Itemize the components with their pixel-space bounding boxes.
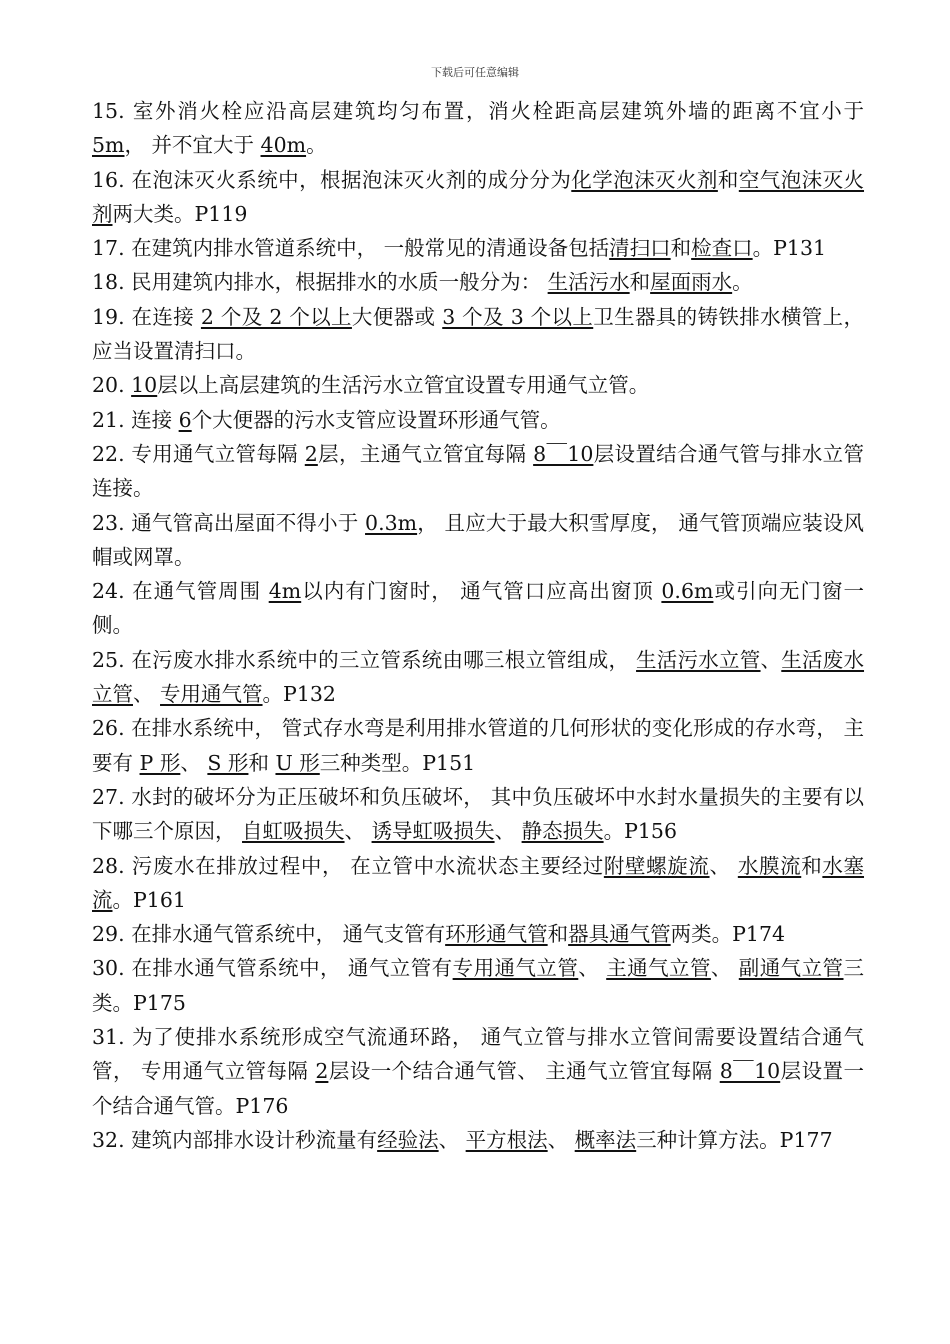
item-25: [92, 643, 864, 712]
answer-blank: 环形通气管: [445, 922, 548, 947]
answer-blank: 0.6m: [661, 579, 714, 604]
question-text: 21. 连接: [92, 407, 179, 432]
item-23: [92, 506, 864, 575]
question-text: 、: [709, 853, 738, 878]
question-text: ， 并不宜大于: [124, 133, 261, 158]
answer-blank: 生活污水: [547, 270, 630, 295]
question-text: 个大便器的污水支管应设置环形通气管。: [191, 407, 561, 432]
question-text: 28. 污废水在排放过程中， 在立管中水流状态主要经过: [92, 853, 604, 878]
answer-blank: 水膜流: [737, 853, 802, 878]
answer-blank: 清扫口: [609, 236, 671, 261]
answer-blank: S 形: [207, 750, 249, 775]
item-21: [92, 403, 864, 437]
question-text: 26. 在排水系统中， 管式存水弯是利用排水管道的几何形状的变化形成的存水弯， 主要有: [92, 716, 864, 775]
answer-blank: 10: [131, 373, 158, 398]
question-text: 。P161: [112, 887, 186, 912]
answer-blank: 主通气立管: [606, 956, 711, 981]
answer-blank: 4m: [268, 579, 302, 604]
item-31: [92, 1020, 864, 1123]
answer-blank: 检查口: [691, 236, 753, 261]
question-text: 卫生器具的铸铁排水横管上，应当设置清扫口。: [92, 304, 865, 364]
question-text: 层，主通气立管宜每隔: [317, 441, 534, 466]
item-20: [92, 368, 864, 402]
question-text: 和: [717, 167, 739, 192]
answer-blank: 专用通气立管: [452, 956, 579, 981]
question-text: 、: [180, 750, 208, 775]
question-text: 、: [710, 956, 739, 981]
answer-blank: 2: [315, 1059, 329, 1084]
question-text: 和: [629, 270, 651, 295]
question-text: 、: [578, 956, 607, 981]
question-text: 三种类型。P151: [319, 750, 476, 775]
question-text: 两类。P174: [670, 922, 786, 947]
item-16: [92, 163, 864, 232]
question-text: 。P156: [603, 819, 678, 844]
answer-blank: 平方根法: [465, 1127, 548, 1152]
item-24: [92, 574, 864, 643]
item-17: [92, 231, 864, 265]
question-text: 和: [547, 922, 569, 947]
answer-blank: 2 个及 2 个以上: [200, 304, 352, 329]
question-text: 。: [732, 270, 753, 295]
question-text: 22. 专用通气立管每隔: [92, 441, 305, 466]
answer-blank: 生活污水立管: [636, 647, 761, 672]
answer-blank: 静态损失: [521, 819, 604, 844]
answer-blank: 40m: [260, 133, 307, 158]
question-text: 16. 在泡沫灭火系统中，根据泡沫灭火剂的成分分为: [92, 167, 572, 192]
question-text: 、: [438, 1127, 466, 1152]
question-text: 。: [306, 133, 327, 158]
question-text: 层设置一个结合通气管。P176: [92, 1059, 864, 1118]
question-text: 20.: [92, 373, 132, 398]
question-text: 。P132: [262, 682, 336, 707]
answer-blank: 8￣10: [719, 1059, 781, 1084]
question-list: [92, 94, 864, 1157]
question-text: 三类。P175: [92, 956, 864, 1015]
item-30: [92, 951, 864, 1020]
answer-blank: 0.3m: [365, 510, 418, 535]
item-32: [92, 1123, 864, 1157]
answer-blank: 自虹吸损失: [242, 819, 345, 844]
question-text: 29. 在排水通气管系统中， 通气支管有: [92, 922, 446, 947]
question-text: 、: [547, 1127, 575, 1152]
question-text: 层设一个结合通气管、 主通气立管宜每隔: [328, 1059, 720, 1084]
question-text: 和: [801, 853, 823, 878]
question-text: 27. 水封的破坏分为正压破坏和负压破坏， 其中负压破坏中水封水量损失的主要有以下哪三个原因，: [92, 784, 864, 844]
question-text: 、: [760, 647, 782, 672]
answer-blank: 屋面雨水: [650, 270, 733, 295]
answer-blank: 概率法: [574, 1127, 637, 1152]
question-text: 、: [494, 819, 522, 844]
answer-blank: 附壁螺旋流: [603, 853, 710, 878]
page-header: 下载后可任意编辑: [431, 66, 519, 79]
question-text: 31. 为了使排水系统形成空气流通环路， 通气立管与排水立管间需要设置结合通气管， 专用通气立管每隔: [92, 1025, 864, 1084]
item-22: [92, 437, 864, 506]
question-text: ， 且应大于最大积雪厚度， 通气管顶端应装设风帽或网罩。: [92, 510, 864, 569]
answer-blank: 水塞流: [92, 853, 865, 912]
item-26: [92, 711, 864, 780]
answer-blank: 2: [304, 441, 318, 466]
item-19: [92, 300, 864, 369]
question-text: 17. 在建筑内排水管道系统中， 一般常见的清通设备包括: [92, 236, 610, 261]
question-text: 24. 在通气管周围: [92, 579, 269, 604]
question-text: 、: [344, 819, 372, 844]
question-text: 18. 民用建筑内排水，根据排水的水质一般分为：: [92, 270, 548, 295]
answer-blank: 器具通气管: [568, 922, 671, 947]
question-text: 或引向无门窗一侧。: [92, 579, 864, 638]
question-text: 两大类。P119: [112, 201, 248, 226]
item-28: [92, 849, 864, 918]
answer-blank: 空气泡沫灭火剂: [92, 167, 865, 226]
answer-blank: 生活废水立管: [92, 647, 865, 707]
item-29: [92, 917, 864, 951]
question-text: 25. 在污废水排水系统中的三立管系统由哪三根立管组成，: [92, 647, 637, 672]
question-text: 层设置结合通气管与排水立管连接。: [92, 441, 864, 501]
answer-blank: 诱导虹吸损失: [371, 819, 495, 844]
answer-blank: 经验法: [377, 1127, 439, 1152]
question-text: 30. 在排水通气管系统中， 通气立管有: [92, 956, 453, 981]
question-text: 15. 室外消火栓应沿高层建筑均匀布置，消火栓距高层建筑外墙的距离不宜小于: [92, 99, 864, 123]
question-text: 、: [133, 682, 161, 707]
question-text: 19. 在连接: [92, 304, 201, 329]
question-text: 和: [248, 750, 276, 775]
question-text: 和: [670, 236, 692, 261]
question-text: 三种计算方法。P177: [636, 1127, 833, 1152]
answer-blank: 8￣10: [533, 441, 594, 466]
item-15: [92, 94, 864, 163]
answer-blank: 副通气立管: [738, 956, 844, 981]
answer-blank: P 形: [139, 750, 181, 775]
answer-blank: 化学泡沫灭火剂: [571, 167, 718, 192]
question-text: 大便器或: [351, 304, 443, 329]
question-text: 层以上高层建筑的生活污水立管宜设置专用通气立管。: [157, 373, 650, 398]
item-27: [92, 780, 864, 849]
question-text: 32. 建筑内部排水设计秒流量有: [92, 1127, 378, 1152]
answer-blank: 3 个及 3 个以上: [442, 304, 594, 329]
answer-blank: 专用通气管: [160, 682, 263, 707]
answer-blank: U 形: [275, 750, 320, 775]
question-text: 以内有门窗时， 通气管口应高出窗顶: [301, 579, 662, 604]
answer-blank: 5m: [92, 133, 125, 158]
question-text: 23. 通气管高出屋面不得小于: [92, 510, 366, 535]
answer-blank: 6: [178, 407, 192, 432]
item-18: [92, 265, 864, 299]
question-text: 。P131: [752, 236, 827, 261]
